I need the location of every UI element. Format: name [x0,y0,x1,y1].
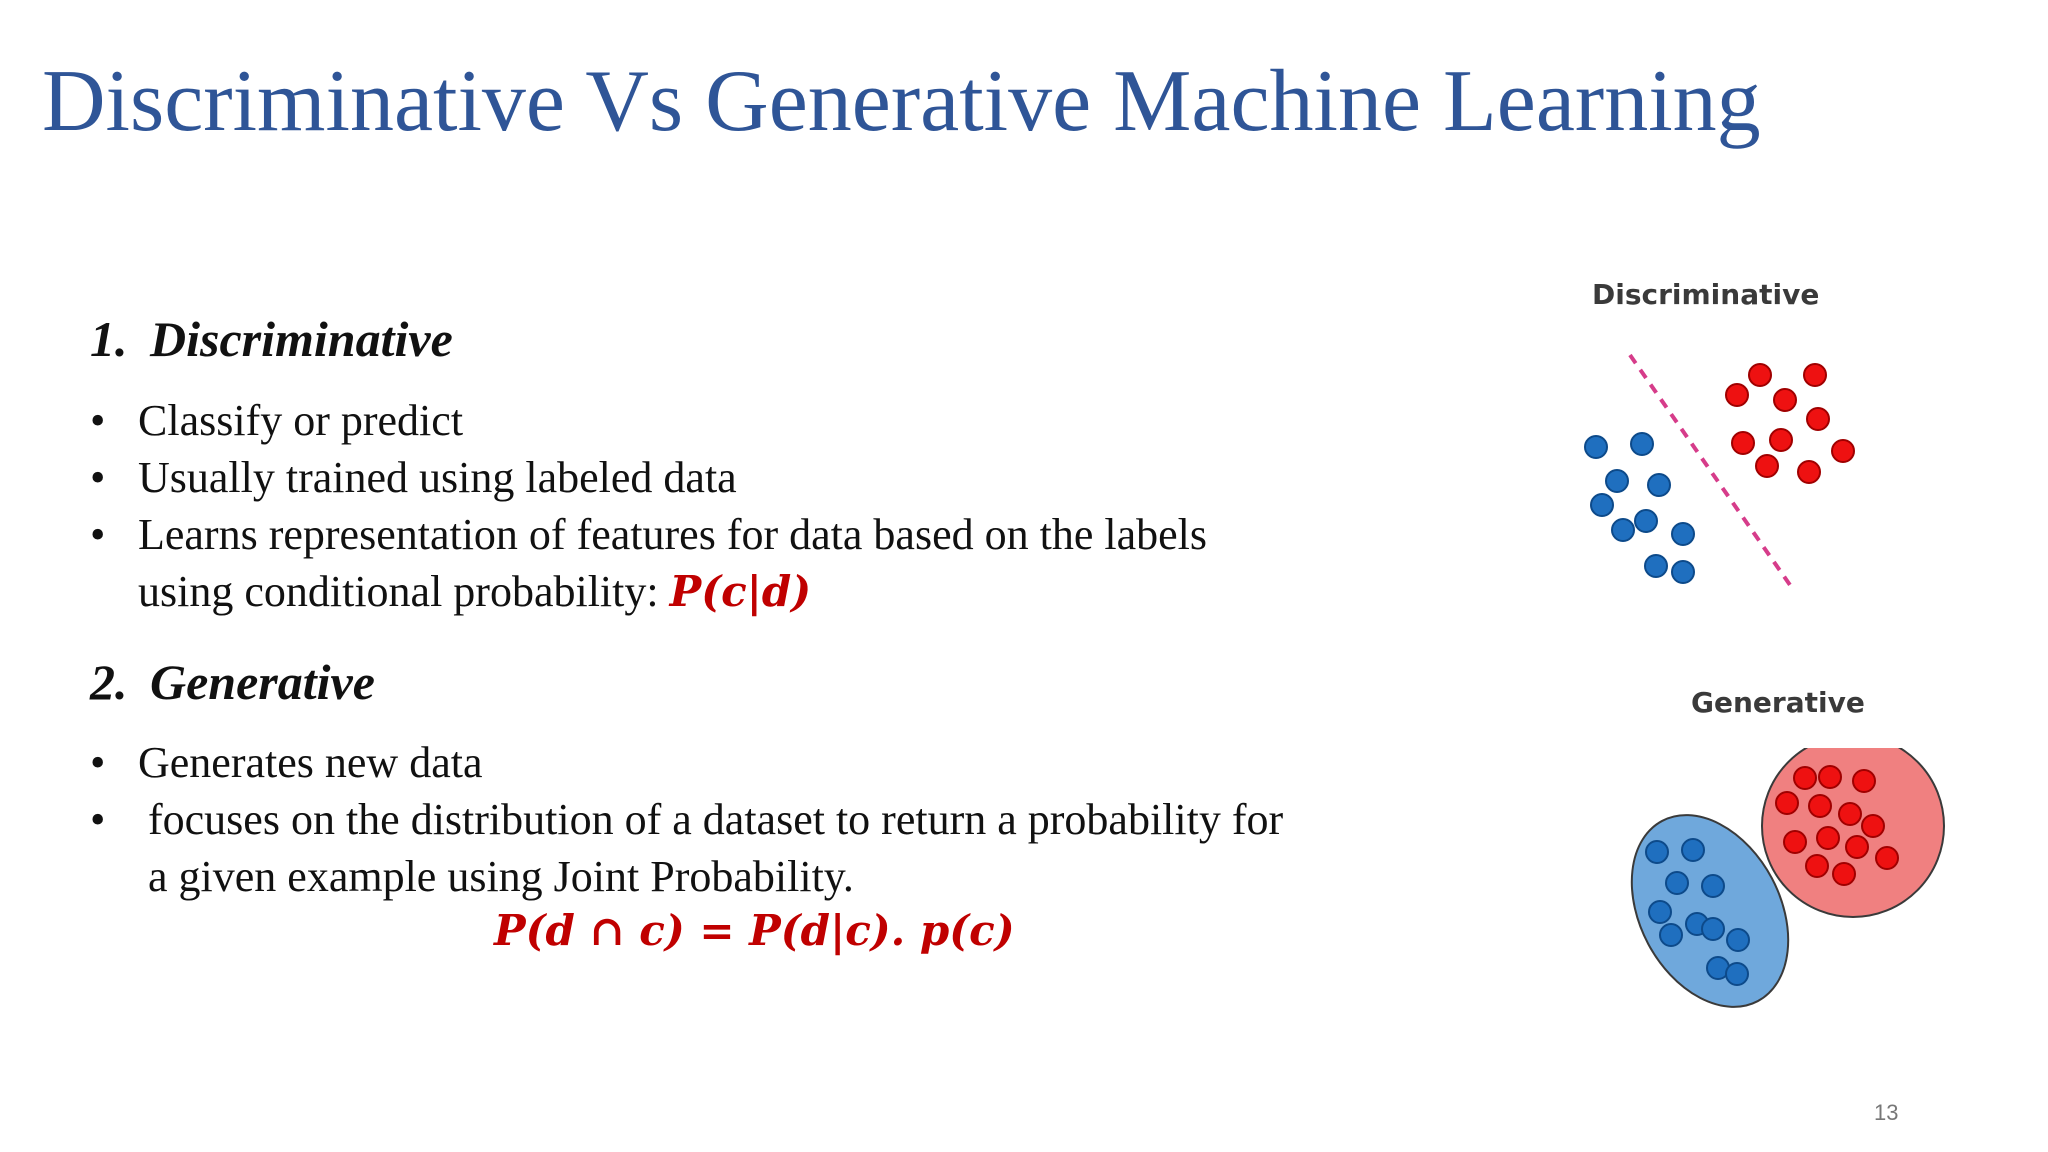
page-number: 13 [1874,1100,1899,1125]
section-title: Discriminative [150,311,453,367]
section-heading-generative [90,654,375,710]
blue-points [1585,433,1694,583]
list-item: • Classify or predict [90,396,464,445]
discriminative-illustration [1560,340,1880,600]
section-title: Generative [150,654,375,710]
section-number: 2. [90,654,128,710]
list-item: • Usually trained using labeled data [90,453,737,502]
list-item: • Generates new data [90,738,483,787]
discriminative-bullet-list [90,392,1207,620]
list-item: • Learns representation of features for data based on the labels using conditional probability: P(c|d) [90,510,1207,616]
discriminative-figure-label: Discriminative [1592,278,1820,311]
red-points [1726,364,1854,483]
generative-figure-label: Generative [1691,686,1865,719]
conditional-probability-formula: P(c|d) [669,567,812,616]
section-heading-discriminative [90,311,453,367]
slide-title: Discriminative Vs Generative Machine Learning [42,53,1761,150]
joint-probability-formula: P(d ∩ c) = P(d|c). p(c) [494,906,1015,955]
generative-bullet-list [90,734,1283,905]
section-number: 1. [90,311,128,367]
list-item: • focuses on the distribution of a dataset to return a probability for a given example using Joint Probability. [90,795,1284,901]
generative-illustration [1610,748,1950,1028]
